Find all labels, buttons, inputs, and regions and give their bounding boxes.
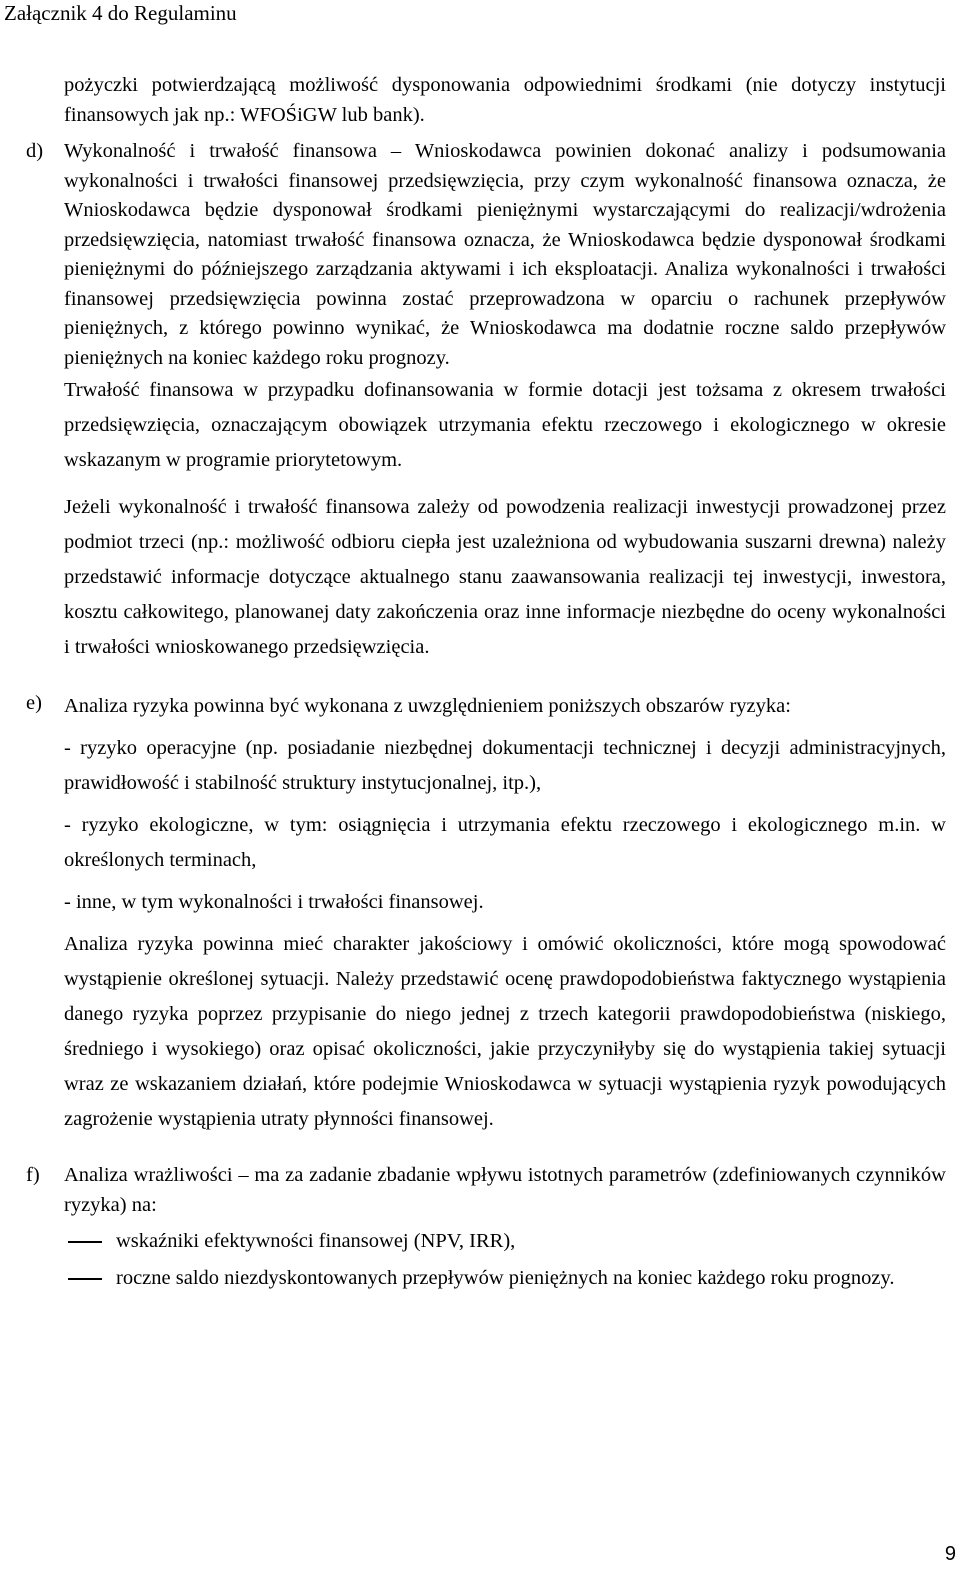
page-number: 9 <box>944 1543 956 1565</box>
section-d <box>26 137 946 665</box>
spacer <box>64 801 946 808</box>
dash-bullet-icon <box>68 1278 102 1280</box>
spacer <box>26 665 946 689</box>
section-f <box>26 1161 946 1220</box>
spacer <box>26 130 946 137</box>
spacer <box>26 1220 946 1227</box>
document-body <box>26 71 946 1293</box>
spacer <box>64 920 946 927</box>
section-f-marker: f) <box>26 1164 40 1186</box>
list-item-text: wskaźniki efektywności finansowej (NPV, IRR), <box>116 1230 516 1252</box>
risk-item: - ryzyko operacyjne (np. posiadanie niezbędnej dokumentacji technicznej i decyzji administracyjnych, prawidłowość i stabilność struktury instytucjonalnej, itp.), <box>64 737 946 794</box>
section-e-marker: e) <box>26 692 42 714</box>
section-e <box>26 689 946 1137</box>
spacer <box>64 724 946 731</box>
document-header: Załącznik 4 do Regulaminu <box>4 1 237 25</box>
risk-item: - ryzyko ekologiczne, w tym: osiągnięcia i utrzymania efektu rzeczowego i ekologicznego m.in. w określonych terminach, <box>64 814 946 871</box>
section-d-paragraph-2: Trwałość finansowa w przypadku dofinansowania w formie dotacji jest tożsama z okresem trwałości przedsięwzięcia, oznaczającym obowiązek utrzymania efektu rzeczowego i ekologicznego w okresie wskazanym w programie priorytetowym. <box>64 379 946 471</box>
section-d-paragraph-3: Jeżeli wykonalność i trwałość finansowa zależy od powodzenia realizacji inwestycji prowadzonej przez podmiot trzeci (np.: możliwość odbioru ciepła jest uzależniona od wybudowania suszarni drewna) należy przedstawić informacje dotyczące aktualnego stanu zaawansowania realizacji tej inwestycji, inwestora, kosztu całkowitego, planowanej daty zakończenia oraz inne informacje niezbędne do oceny wykonalności i trwałości wnioskowanego przedsięwzięcia. <box>64 496 946 658</box>
intro-paragraph: pożyczki potwierdzającą możliwość dysponowania odpowiednimi środkami (nie dotyczy instytucji finansowych jak np.: WFOŚiGW lub bank). <box>64 74 946 126</box>
section-e-paragraph-1: Analiza ryzyka powinna być wykonana z uwzględnieniem poniższych obszarów ryzyka: <box>64 695 791 717</box>
spacer <box>26 1257 946 1264</box>
section-f-paragraph-1: Analiza wrażliwości – ma za zadanie zbadanie wpływu istotnych parametrów (zdefiniowanych czynników ryzyka) na: <box>64 1164 946 1216</box>
list-item <box>26 1227 946 1257</box>
section-d-marker: d) <box>26 140 44 162</box>
section-d-paragraph-1: Wykonalność i trwałość finansowa – Wnioskodawca powinien dokonać analizy i podsumowania wykonalności i trwałości finansowej przedsięwzięcia, przy czym wykonalność finansowa oznacza, że Wnioskodawca będzie dysponował środkami pieniężnymi wystarczającymi do realizacji/wdrożenia przedsięwzięcia, natomiast trwałość finansowa oznacza, że Wnioskodawca będzie dysponował środkami pieniężnymi do późniejszego zarządzania aktywami i ich eksploatacji. Analiza wykonalności i trwałości finansowej przedsięwzięcia powinna zostać przeprowadzona w oparciu o rachunek przepływów pieniężnych, z którego powinno wynikać, że Wnioskodawca ma dodatnie roczne saldo przepływów pieniężnych na koniec każdego roku prognozy. <box>64 140 946 369</box>
dash-bullet-icon <box>68 1241 102 1243</box>
risk-item: - inne, w tym wykonalności i trwałości finansowej. <box>64 891 484 913</box>
list-item-text: roczne saldo niezdyskontowanych przepływów pieniężnych na koniec każdego roku prognozy. <box>116 1266 895 1289</box>
spacer <box>64 478 946 490</box>
section-e-paragraph-2: Analiza ryzyka powinna mieć charakter jakościowy i omówić okoliczności, które mogą spowodować wystąpienie określonej sytuacji. Należy przedstawić ocenę prawdopodobieństwa faktycznego wystąpienia danego ryzyka poprzez przypisanie do niego jednej z trzech kategorii prawdopodobieństwa (niskiego, średniego i wysokiego) oraz opisać okoliczności, jakie przyczyniłyby się do wystąpienia takiej sytuacji wraz ze wskazaniem działań, które podejmie Wnioskodawca w sytuacji wystąpienia ryzyk powodujących zagrożenie wystąpienia utraty płynności finansowej. <box>64 933 946 1130</box>
spacer <box>26 1137 946 1161</box>
spacer <box>64 878 946 885</box>
list-item <box>26 1264 946 1294</box>
